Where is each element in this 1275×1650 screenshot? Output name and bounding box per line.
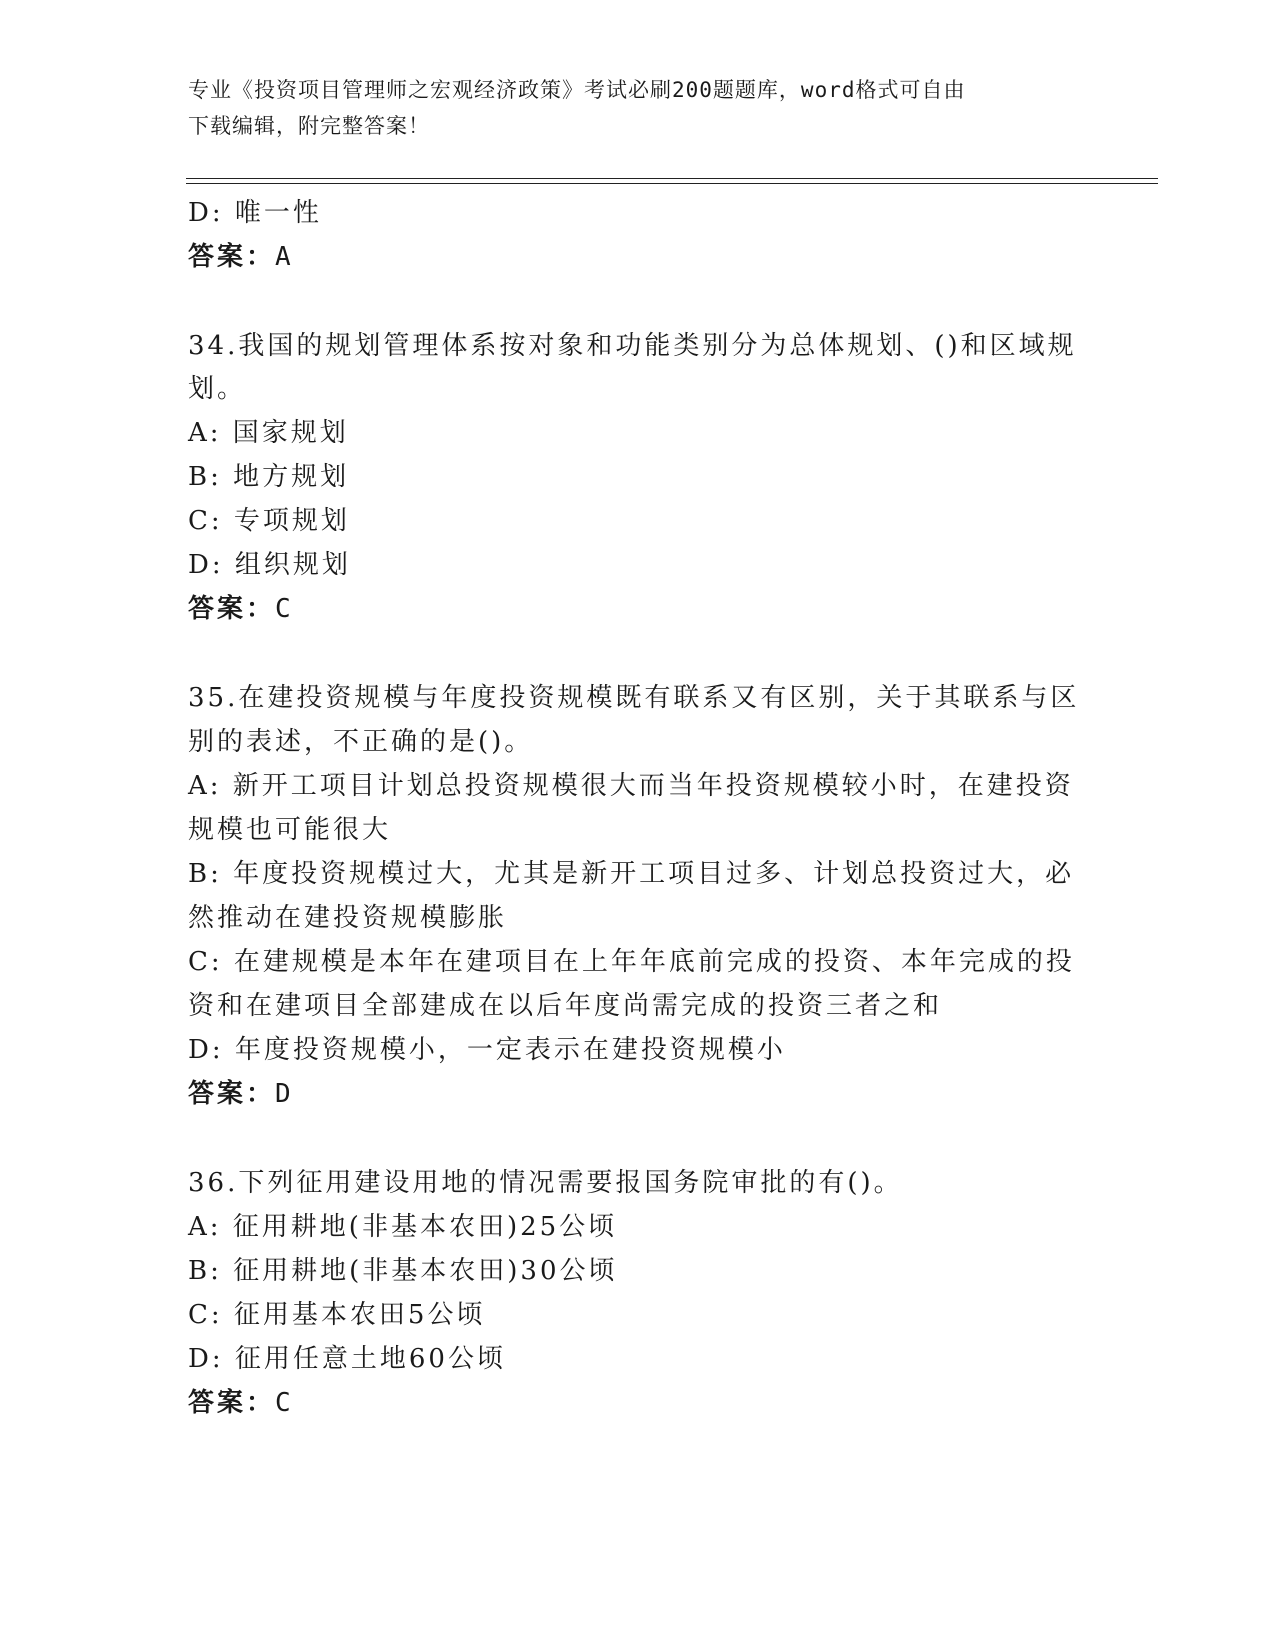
header-line-1: 专业《投资项目管理师之宏观经济政策》考试必刷200题题库，word格式可自由: [188, 78, 966, 102]
answer-value: A: [275, 242, 294, 272]
q36-option-a: A: 征用耕地(非基本农田)25公顷: [188, 1212, 618, 1242]
q34-stem-line-2: 划。: [188, 374, 247, 404]
q35-option-a-line-1: A: 新开工项目计划总投资规模很大而当年投资规模较小时，在建投资: [188, 771, 1074, 801]
q35-stem-line-2: 别的表述，不正确的是()。: [188, 727, 534, 757]
answer-value: D: [275, 1079, 294, 1109]
q34-option-c: C: 专项规划: [188, 506, 350, 536]
q36-answer: [188, 1382, 294, 1419]
q35-option-b-line-2: 然推动在建投资规模膨胀: [188, 903, 508, 933]
q36-option-b: B: 征用耕地(非基本农田)30公顷: [188, 1256, 618, 1286]
q34-answer: [188, 588, 294, 625]
q35-option-c-line-1: C: 在建规模是本年在建项目在上年年底前完成的投资、本年完成的投: [188, 947, 1075, 977]
q34-option-b: B: 地方规划: [188, 462, 350, 492]
answer-value: C: [275, 594, 294, 624]
q35-option-a-line-2: 规模也可能很大: [188, 815, 392, 845]
answer-label: 答案：: [188, 1388, 276, 1418]
q35-answer: [188, 1073, 294, 1110]
prev-answer: [188, 236, 294, 273]
answer-label: 答案：: [188, 594, 276, 624]
q34-option-d: D: 组织规划: [188, 550, 351, 580]
prev-option-d: D: 唯一性: [188, 198, 322, 228]
q35-stem-line-1: 35.在建投资规模与年度投资规模既有联系又有区别，关于其联系与区: [188, 683, 1080, 713]
header-rule-bottom: [186, 183, 1158, 184]
q35-option-c-line-2: 资和在建项目全部建成在以后年度尚需完成的投资三者之和: [188, 991, 943, 1021]
q36-option-c: C: 征用基本农田5公顷: [188, 1300, 486, 1330]
q36-option-d: D: 征用任意土地60公顷: [188, 1344, 506, 1374]
answer-label: 答案：: [188, 242, 276, 272]
q34-stem-line-1: 34.我国的规划管理体系按对象和功能类别分为总体规划、()和区域规: [188, 331, 1077, 361]
q35-option-d: D: 年度投资规模小，一定表示在建投资规模小: [188, 1035, 786, 1065]
q35-option-b-line-1: B: 年度投资规模过大，尤其是新开工项目过多、计划总投资过大，必: [188, 859, 1075, 889]
header-rule-top: [186, 178, 1158, 179]
q36-stem-line-1: 36.下列征用建设用地的情况需要报国务院审批的有()。: [188, 1168, 903, 1198]
q34-option-a: A: 国家规划: [188, 418, 349, 448]
answer-value: C: [275, 1388, 294, 1418]
document-header: [188, 72, 1088, 144]
answer-label: 答案：: [188, 1079, 276, 1109]
header-line-2: 下载编辑，附完整答案！: [188, 114, 430, 138]
